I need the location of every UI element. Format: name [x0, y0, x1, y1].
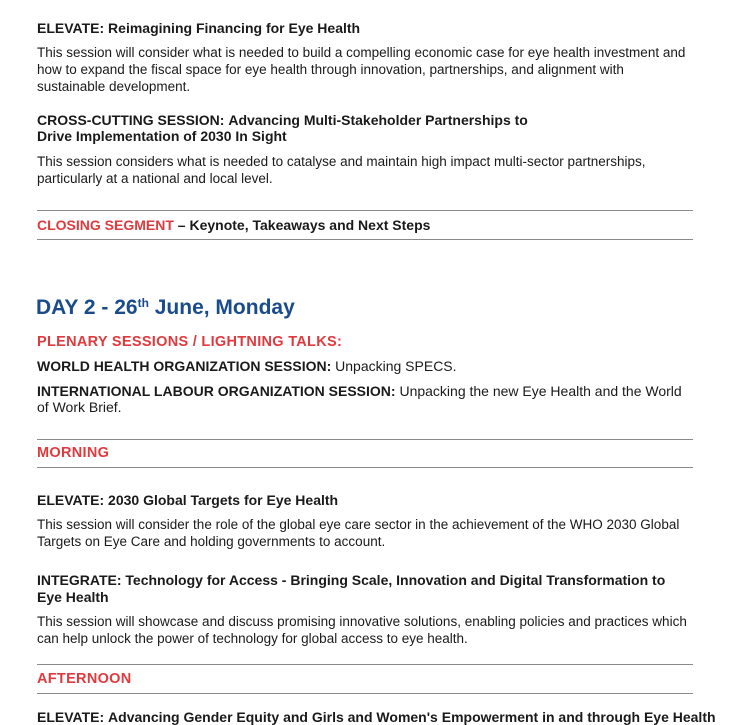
session-title: Technology for Access - Bringing Scale, Innovation and Digital Transformation to Eye Health	[37, 572, 666, 605]
closing-label: CLOSING SEGMENT	[37, 217, 174, 233]
session-who	[37, 358, 693, 374]
divider	[37, 439, 693, 440]
divider	[37, 664, 693, 665]
session-title: Advancing Gender Equity and Girls and Women's Empowerment in and through Eye Health	[108, 709, 716, 725]
session-description: This session will consider what is needed to build a compelling economic case for eye health investment and how to expand the fiscal space for eye health through innovation, partnerships, and alignment with sustainable development.	[37, 45, 686, 94]
session-elevate-financing	[37, 20, 693, 36]
closing-segment	[37, 217, 693, 233]
session-description: This session will showcase and discuss promising innovative solutions, enabling policies and practices which can help unlock the power of technology for global access to eye health.	[37, 614, 687, 646]
session-description: This session considers what is needed to catalyse and maintain high impact multi-sector partnerships, particularly at a national and local level.	[37, 154, 646, 186]
session-label: ELEVATE:	[37, 709, 105, 725]
afternoon-heading: AFTERNOON	[37, 671, 132, 687]
session-title: 2030 Global Targets for Eye Health	[108, 492, 339, 508]
divider	[37, 210, 693, 211]
session-title: Unpacking the new Eye Health and the World of Work Brief.	[37, 383, 682, 415]
day-heading-sup: th	[137, 296, 149, 310]
closing-text: – Keynote, Takeaways and Next Steps	[177, 217, 431, 233]
session-label: ELEVATE:	[37, 20, 105, 36]
session-label: INTERNATIONAL LABOUR ORGANIZATION SESSION:	[37, 383, 396, 399]
session-label: INTEGRATE:	[37, 572, 122, 588]
session-integrate	[37, 572, 693, 606]
divider	[37, 693, 693, 694]
divider	[37, 239, 693, 240]
session-elevate-gender	[37, 709, 716, 725]
day-heading-suffix: June, Monday	[148, 296, 295, 319]
session-ilo	[37, 383, 693, 415]
session-title: Unpacking SPECS.	[335, 358, 457, 374]
session-label: CROSS-CUTTING SESSION:	[37, 112, 225, 128]
day-heading-prefix: DAY 2 - 26	[36, 296, 138, 319]
session-title: Reimagining Financing for Eye Health	[108, 20, 361, 36]
day-heading	[36, 296, 295, 320]
session-label: ELEVATE:	[37, 492, 105, 508]
session-label: WORLD HEALTH ORGANIZATION SESSION:	[37, 358, 332, 374]
plenary-heading: PLENARY SESSIONS / LIGHTNING TALKS:	[37, 334, 343, 350]
session-cross-cutting	[37, 112, 693, 144]
session-title-line2: Drive Implementation of 2030 In Sight	[37, 128, 287, 144]
morning-heading: MORNING	[37, 445, 110, 461]
session-title: Advancing Multi-Stakeholder Partnerships to	[228, 112, 528, 128]
session-description: This session will consider the role of the global eye care sector in the achievement of the WHO 2030 Global Targets on Eye Care and holding governments to account.	[37, 517, 680, 549]
divider	[37, 467, 693, 468]
session-elevate-targets	[37, 492, 693, 508]
